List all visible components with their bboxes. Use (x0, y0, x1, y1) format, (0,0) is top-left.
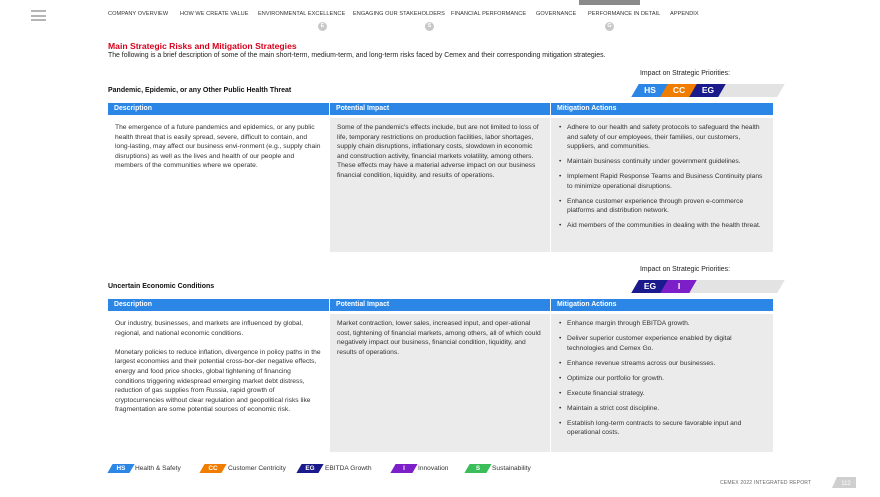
priority-chip-empty (747, 280, 785, 293)
page-subtitle: The following is a brief description of some of the main short-term, medium-term, and long-term risks faced by Cemex and their corresponding mitigation strategies. (108, 52, 606, 59)
mitigation-item: • Implement Rapid Response Teams and Business Continuity plans to minimize operational disruptions. (558, 172, 766, 191)
nav-how-we-create-value[interactable]: HOW WE CREATE VALUE (180, 11, 249, 17)
legend-code-i: I (403, 465, 405, 472)
nav-governance[interactable]: GOVERNANCE (536, 11, 577, 17)
page-number-tab (832, 477, 856, 488)
page-title: Main Strategic Risks and Mitigation Strategies (108, 41, 297, 51)
mitigation-item: • Enhance margin through EBITDA growth. (558, 319, 766, 329)
column-header-mitigation: Mitigation Actions (551, 103, 773, 115)
description-paragraph: Monetary policies to reduce inflation, divergence in policy paths in the largest economies and their potential cross-bor-der negative effects, energy and food price shocks, global tightening of financing conditions triggering widespread emerging market debt distress, reduction of gas supplies from Russia, rapid growth of cryptocurrencies without clear regulation and geopolitical risks like fragmentation are some potential sources of economic risk. (115, 348, 321, 414)
impact-text: Market contraction, lower sales, increased input, and oper-ational cost, tightening of financial markets, among others, all of which could negatively impact our business, financial condition, liquidity, and results of operations. (337, 320, 541, 356)
description-paragraph: The emergence of a future pandemics and epidemics, or any public health threat that is easily spread, severe, difficult to contain, and long-lasting, may affect our business envi-ronment (e.g., supply chain disruptions) as well as the lives and health of our people and members of the communities where we operate. (115, 124, 321, 170)
mitigation-item: • Execute financial strategy. (558, 389, 766, 399)
description-paragraph: Our industry, businesses, and markets are influenced by global, regional, and national economic conditions. (115, 320, 303, 337)
legend-code-cc: CC (208, 465, 218, 472)
nav-performance-in-detail[interactable]: PERFORMANCE IN DETAIL (588, 11, 661, 17)
risk-impact (330, 118, 550, 252)
legend-label-eg: EBITDA Growth (325, 465, 372, 472)
top-navigation (0, 0, 880, 34)
legend-label-i: Innovation (418, 465, 449, 472)
mitigation-item: • Maintain business continuity under government guidelines. (558, 157, 766, 167)
priority-code-eg: EG (643, 281, 657, 291)
column-header-mitigation: Mitigation Actions (551, 299, 773, 311)
priority-chip-empty (747, 84, 785, 97)
mitigation-item: • Deliver superior customer experience enabled by digital technologies and Cemex Go. (558, 334, 766, 353)
impact-text: Some of the pandemic’s effects include, but are not limited to loss of life, temporary restrictions on production facilities, labor shortages, supply chain disruptions, inflationary costs, slowdown in economic and construction activity, financial markets volatility, among others. These effects may have a material adverse impact on our business financial condition, liquidity, and results of operations. (337, 124, 539, 179)
active-nav-indicator (579, 0, 640, 5)
priority-strip (631, 84, 775, 97)
legend-code-s: S (475, 465, 481, 472)
priority-code-i: I (677, 281, 681, 291)
risk-description (108, 118, 329, 252)
legend-code-hs: HS (116, 465, 126, 472)
risk-mitigation (551, 118, 773, 252)
page-number: 112 (841, 481, 851, 487)
mitigation-item: • Aid members of the communities in dealing with the health threat. (558, 221, 766, 231)
mitigation-item: • Enhance customer experience through proven e-commerce platforms and distribution network. (558, 197, 766, 216)
legend-code-eg: EG (305, 465, 315, 472)
nav-appendix[interactable]: APPENDIX (670, 11, 699, 17)
legend-label-s: Sustainability (492, 465, 531, 472)
nav-badge-governance: G (605, 22, 614, 31)
priority-code-hs: HS (644, 85, 656, 95)
mitigation-item: • Establish long-term contracts to secure favorable input and operational costs. (558, 419, 766, 438)
priority-code-eg: EG (701, 85, 715, 95)
column-header-impact: Potential Impact (330, 103, 550, 115)
risk-impact (330, 314, 550, 452)
mitigation-item: • Enhance revenue streams across our businesses. (558, 359, 766, 369)
risk-mitigation (551, 314, 773, 452)
legend-label-hs: Health & Safety (135, 465, 181, 472)
risk-description (108, 314, 329, 452)
mitigation-item: • Maintain a strict cost discipline. (558, 404, 766, 414)
nav-badge-social: S (425, 22, 434, 31)
priority-strip (631, 280, 775, 293)
column-header-impact: Potential Impact (330, 299, 550, 311)
nav-engaging-stakeholders[interactable]: ENGAGING OUR STAKEHOLDERS (353, 11, 445, 17)
priority-code-cc: CC (672, 85, 686, 95)
mitigation-item: • Optimize our portfolio for growth. (558, 374, 766, 384)
column-header-description: Description (108, 299, 329, 311)
impact-label: Impact on Strategic Priorities: (640, 70, 730, 77)
risk-title: Uncertain Economic Conditions (108, 283, 215, 290)
column-header-description: Description (108, 103, 329, 115)
risk-title: Pandemic, Epidemic, or any Other Public Health Threat (108, 87, 292, 94)
nav-environmental-excellence[interactable]: ENVIRONMENTAL EXCELLENCE (258, 11, 346, 17)
footer-report-name: CEMEX 2022 INTEGRATED REPORT (720, 480, 812, 486)
legend-label-cc: Customer Centricity (228, 465, 286, 472)
nav-financial-performance[interactable]: FINANCIAL PERFORMANCE (451, 11, 527, 17)
nav-company-overview[interactable]: COMPANY OVERVIEW (108, 11, 169, 17)
impact-label: Impact on Strategic Priorities: (640, 266, 730, 273)
mitigation-item: • Adhere to our health and safety protocols to safeguard the health and safety of our employees, their families, our customers, suppliers, and communities. (558, 123, 766, 152)
nav-badge-environmental: E (318, 22, 327, 31)
